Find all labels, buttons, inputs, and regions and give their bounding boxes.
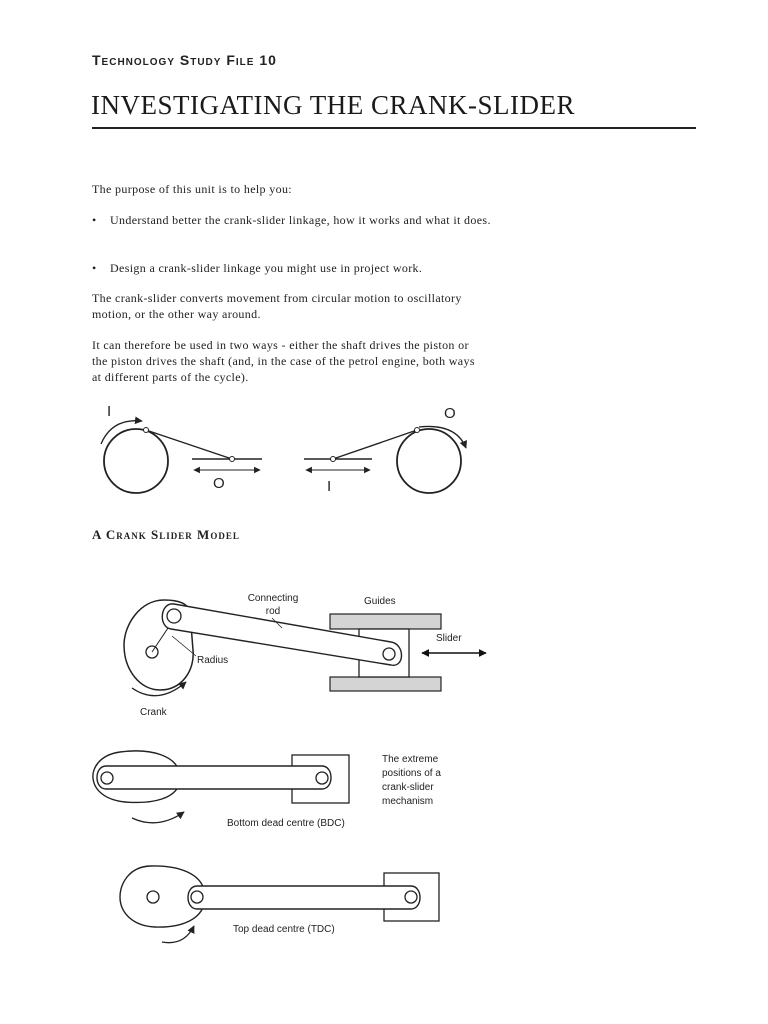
extreme-note-line: positions of a xyxy=(382,768,441,779)
crank-pin xyxy=(167,609,181,623)
tdc-caption: Top dead centre (TDC) xyxy=(233,924,335,935)
connecting-rod-label: Connecting xyxy=(247,593,299,604)
lower-guide xyxy=(330,677,441,691)
bdc-diagram xyxy=(93,751,349,823)
bullet-text: Design a crank-slider linkage you might use in project work. xyxy=(110,261,423,275)
extreme-note-line: mechanism xyxy=(382,796,434,807)
paragraph-motion: The crank-slider converts movement from circular motion to oscillatory motion, or the other way around. xyxy=(92,291,462,321)
crank-label: Crank xyxy=(140,707,167,718)
paragraph-usage: It can therefore be used in two ways - either the shaft drives the piston or the piston drives the shaft (and, in the case of the petrol engine, both ways at different parts of the cycle). xyxy=(92,338,475,384)
slider-label: Slider xyxy=(436,633,462,644)
right-output-label: O xyxy=(444,405,456,422)
bullet-text: Understand better the crank-slider linkage, how it works and what it does. xyxy=(110,213,491,227)
left-output-label: O xyxy=(213,475,225,492)
bdc-caption: Bottom dead centre (BDC) xyxy=(227,818,345,829)
bullet-dot: • xyxy=(92,261,97,275)
guides-label: Guides xyxy=(364,596,396,607)
right-input-label: I xyxy=(327,478,332,495)
series-title: Technology Study File 10 xyxy=(92,52,277,68)
page-title: INVESTIGATING THE CRANK-SLIDER xyxy=(91,90,575,120)
radius-label: Radius xyxy=(197,655,229,666)
upper-guide xyxy=(330,614,441,629)
extreme-note-line: The extreme xyxy=(382,754,439,765)
connecting-rod-label: rod xyxy=(265,606,281,617)
section-title: A Crank Slider Model xyxy=(92,527,240,542)
gudgeon-pin xyxy=(383,648,395,660)
left-input-label: I xyxy=(107,403,112,420)
intro-lead: The purpose of this unit is to help you: xyxy=(92,182,292,196)
bullet-dot: • xyxy=(92,213,97,227)
extreme-note-line: crank-slider xyxy=(382,782,434,793)
